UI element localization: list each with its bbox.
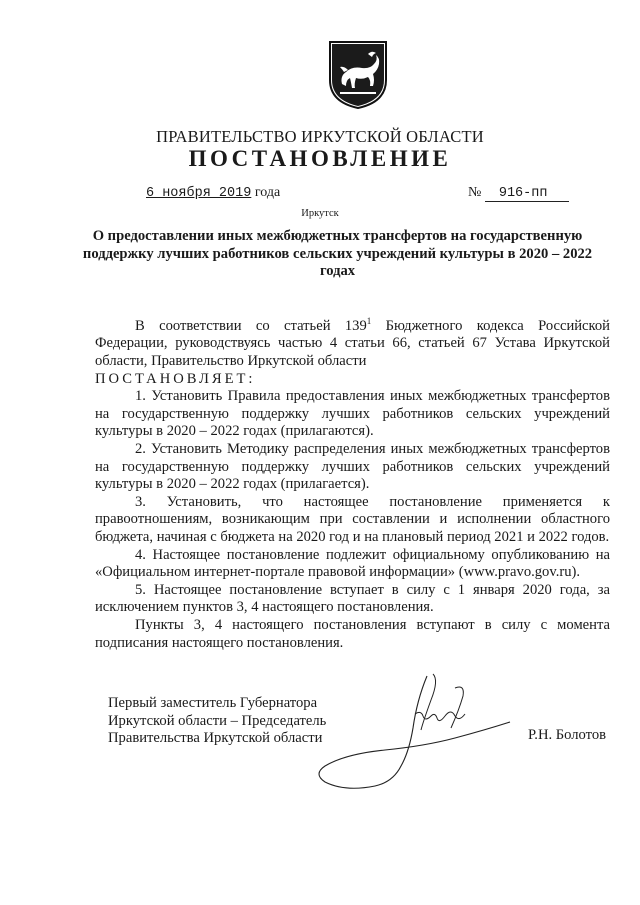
number-label: № — [468, 185, 482, 200]
signatory-title-line: Правительства Иркутской области — [108, 730, 323, 746]
item-1: 1. Установить Правила предоставления иных межбюджетных трансфертов на государственную поддержку лучших работников сельских учреждений культуры в 2020 – 2022 годах (прилагаются). — [95, 388, 610, 440]
signatory-name: Р.Н. Болотов — [528, 727, 607, 743]
item-4: 4. Настоящее постановление подлежит официальному опубликованию на «Официальном интернет-портале правовой информации» (www.pravo.gov.ru). — [95, 546, 610, 581]
document-body — [95, 313, 610, 652]
date-suffix: года — [254, 185, 281, 200]
signatory-title-line: Первый заместитель Губернатора — [108, 695, 318, 711]
handwritten-signature — [305, 670, 515, 800]
document-date: 6 ноября 2019 — [146, 186, 252, 201]
city: Иркутск — [301, 208, 339, 219]
signatory-title-line: Иркутской области – Председатель — [108, 712, 327, 729]
resolves-heading: ПОСТАНОВЛЯЕТ: — [95, 370, 256, 387]
signatory-title — [108, 695, 326, 748]
preamble-text-rest: Бюджетного кодекса Российской Федерации, руководствуясь частью 4 статьи 66, статьей 67 Устава Иркутской области, Правительство Иркутской области — [95, 317, 610, 370]
item-3: 3. Установить, что настоящее постановление применяется к правоотношениям, возникающим при составлении и исполнении областного бюджета, начиная с бюджета на 2020 год и на плановый период 2021 и 2022 годов. — [95, 493, 610, 545]
number-line — [468, 185, 569, 202]
coat-of-arms-icon — [328, 40, 388, 110]
item-2: 2. Установить Методику распределения иных межбюджетных трансфертов на государственную поддержку лучших работников сельских учреждений культуры в 2020 – 2022 годах (прилагается). — [95, 441, 610, 493]
article-superscript: 1 — [366, 316, 372, 326]
item-5: 5. Настоящее постановление вступает в силу с 1 января 2020 года, за исключением пунктов 3, 4 настоящего постановления. — [95, 581, 610, 616]
document-type: ПОСТАНОВЛЕНИЕ — [188, 146, 452, 171]
date-line — [146, 185, 280, 201]
preamble — [95, 313, 610, 371]
preamble-text: В соответствии со статьей 139 — [135, 317, 367, 334]
document-subject: О предоставлении иных межбюджетных трансфертов на государственную поддержку лучших работников сельских учреждений культуры в 2020 – 2022 годах — [82, 228, 593, 279]
item-6: Пункты 3, 4 настоящего постановления вступают в силу с момента подписания настоящего постановления. — [95, 616, 610, 651]
government-name: ПРАВИТЕЛЬСТВО ИРКУТСКОЙ ОБЛАСТИ — [156, 127, 484, 146]
document-number: 916-пп — [485, 186, 569, 202]
